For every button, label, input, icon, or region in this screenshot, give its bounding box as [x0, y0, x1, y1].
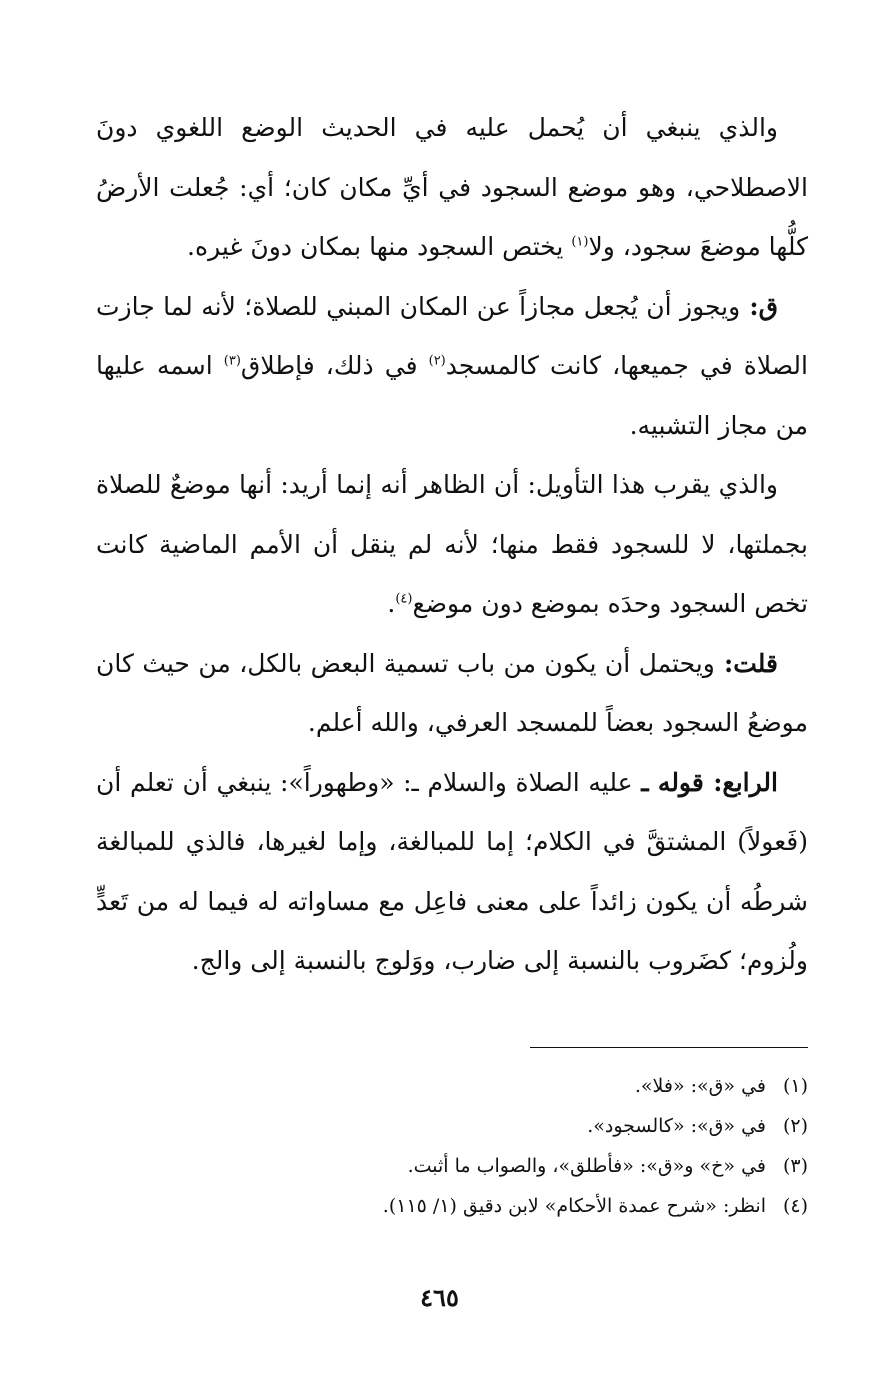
paragraph — [96, 98, 808, 277]
paragraph-text: عليه الصلاة والسلام ـ: «وطهوراً»: ينبغي أن تعلم أن (فَعولاً) المشتقَّ في الكلام؛ إما للمبالغة، وإما لغيرها، فالذي للمبالغة شرطُه أن يكون زائداً على معنى فاعِل مع مساواته له فيما له من تَعدٍّ ولُزوم؛ كضَروب بالنسبة إلى ضارب، ووَلوج بالنسبة إلى والج. — [96, 767, 808, 975]
footnote-number: (١) — [782, 1075, 808, 1097]
footnote-marker: (١) — [571, 234, 589, 250]
footnote-item — [96, 1146, 808, 1186]
footnote-item — [96, 1106, 808, 1146]
footnote-text: في «خ» و«ق»: «فأطلق»، والصواب ما أثبت. — [407, 1155, 766, 1177]
paragraph-lead: ق: — [740, 291, 778, 321]
footnote-number: (٤) — [782, 1195, 808, 1217]
paragraph-lead: قلت: — [714, 648, 778, 678]
paragraph-text: في ذلك، فإطلاق — [240, 351, 429, 380]
footnotes-block — [96, 1066, 808, 1226]
footnote-text: انظر: «شرح عمدة الأحكام» لابن دقيق (١/ ١١٥). — [382, 1195, 766, 1217]
paragraph-text: يختص السجود منها بمكان دونَ غيره. — [187, 232, 572, 261]
footnote-marker: (٤) — [395, 591, 413, 607]
footnote-marker: (٢) — [428, 353, 446, 369]
footnote-text: في «ق»: «فلا». — [634, 1075, 766, 1097]
footnote-text: في «ق»: «كالسجود». — [587, 1115, 766, 1137]
paragraph — [96, 753, 808, 991]
paragraph-text: . — [387, 589, 396, 618]
footnote-separator — [530, 1047, 808, 1048]
footnote-number: (٣) — [782, 1155, 808, 1177]
paragraph — [96, 455, 808, 634]
paragraph-text: اسمه عليها من مجاز التشبيه. — [96, 351, 808, 440]
page-number: ٤٦٥ — [420, 1283, 459, 1312]
footnote-number: (٢) — [782, 1115, 808, 1137]
paragraph — [96, 634, 808, 753]
paragraph-text: ويجوز أن يُجعل مجازاً عن المكان المبني للصلاة؛ لأنه لما جازت الصلاة في جميعها، كانت كالمسجد — [96, 291, 808, 380]
paragraph — [96, 277, 808, 456]
footnote-item — [96, 1066, 808, 1106]
paragraph-text: والذي يقرب هذا التأويل: أن الظاهر أنه إنما أريد: أنها موضعٌ للصلاة بجملتها، لا للسجود فقط منها؛ لأنه لم ينقل أن الأمم الماضية كانت تخص السجود وحدَه بموضع دون موضع — [96, 470, 808, 618]
paragraph-lead: الرابع: قوله ـ — [641, 767, 778, 797]
paragraph-text: ويحتمل أن يكون من باب تسمية البعض بالكل، من حيث كان موضعُ السجود بعضاً للمسجد العرفي، والله أعلم. — [96, 648, 808, 737]
footnote-marker: (٣) — [223, 353, 241, 369]
paragraph-text: والذي ينبغي أن يُحمل عليه في الحديث الوضع اللغوي دونَ الاصطلاحي، وهو موضع السجود في أيِّ مكان كان؛ أي: جُعلت الأرضُ كلُّها موضعَ سجود، ولا — [96, 113, 808, 261]
footnote-item — [96, 1186, 808, 1226]
main-text-block — [96, 98, 808, 991]
